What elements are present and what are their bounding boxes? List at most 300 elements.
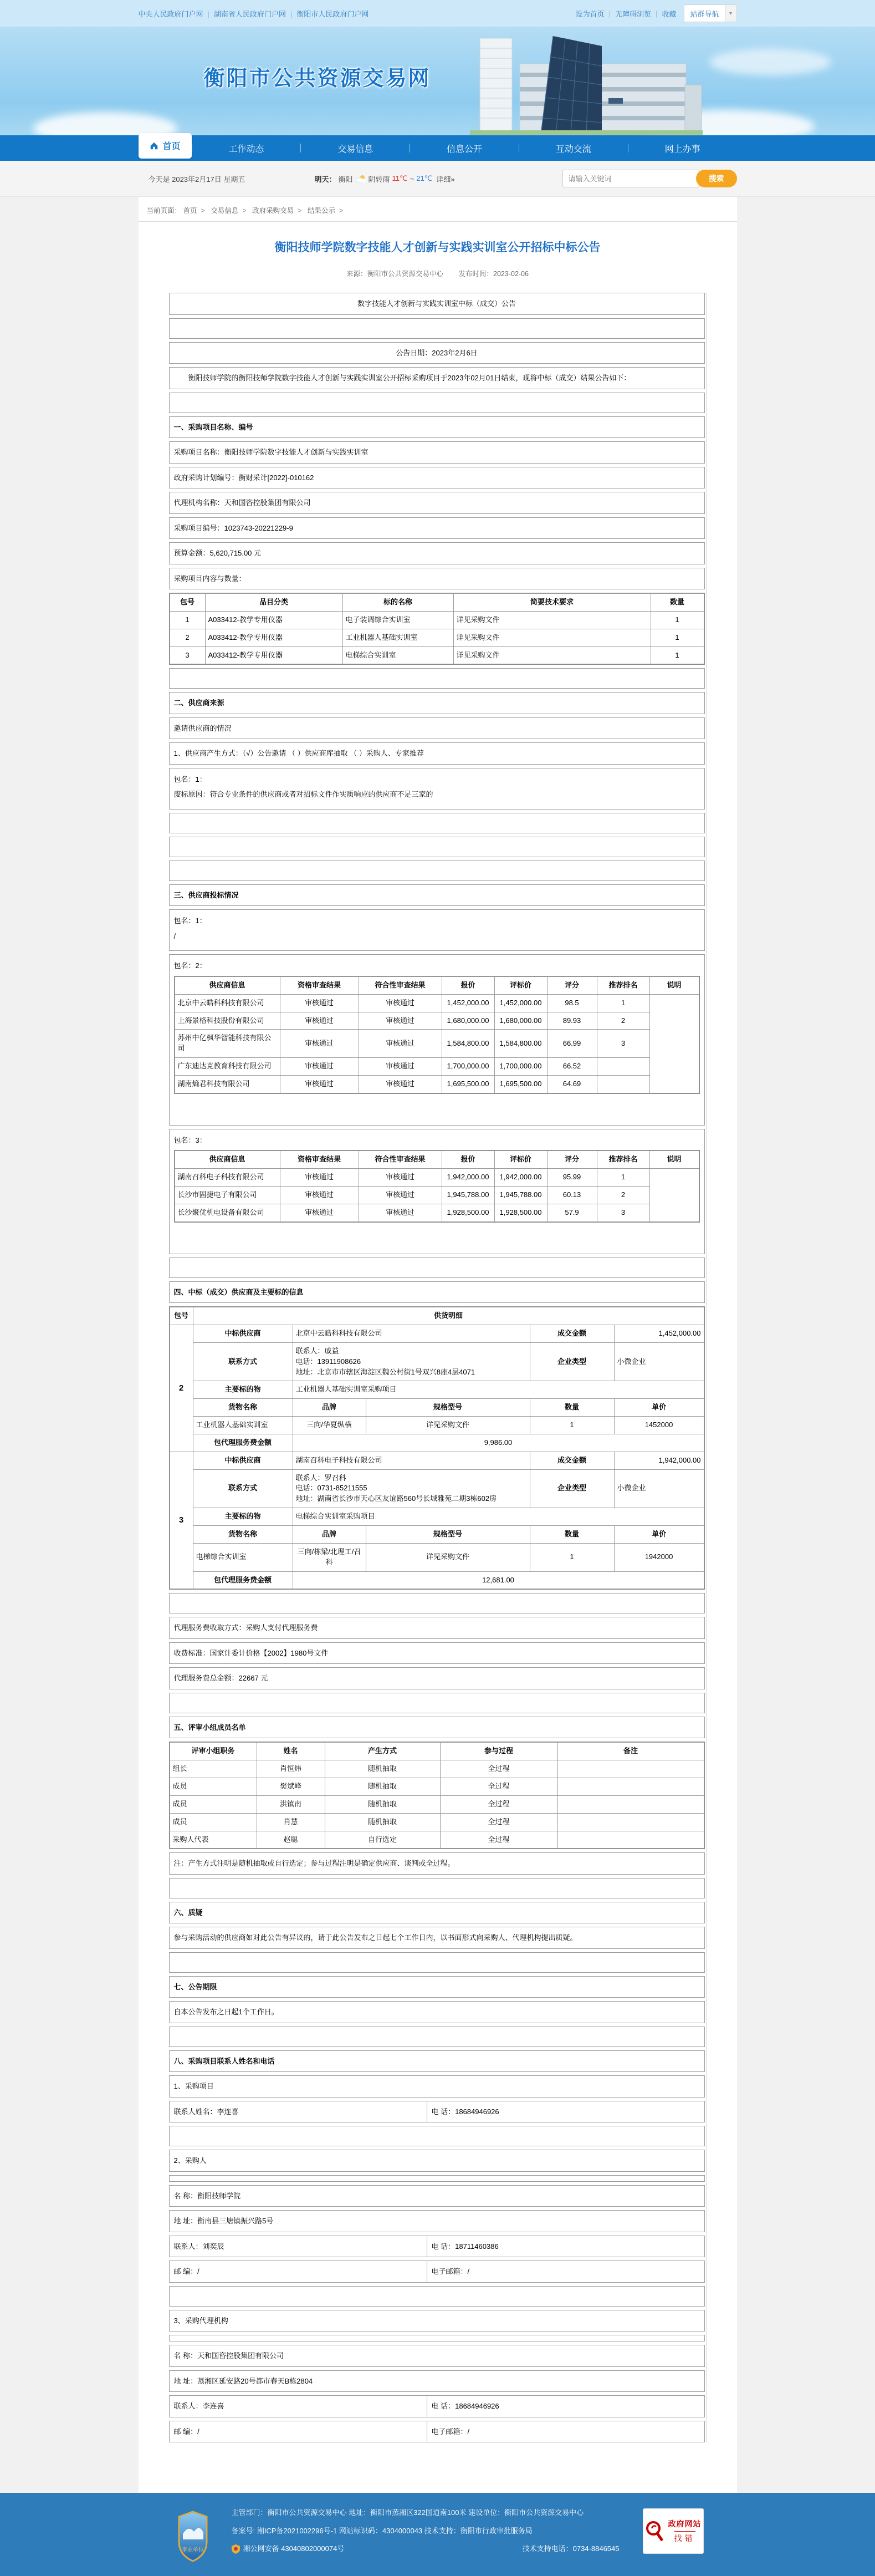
cell: 审核通过 [280, 1204, 359, 1221]
buyer-address: 地 址：衡南县三塘镇振兴路5号 [169, 2210, 705, 2232]
package-label: 包名：3： [173, 1136, 207, 1144]
table-row [170, 1342, 704, 1381]
review-committee-table [169, 1742, 705, 1849]
empty-row [169, 1258, 705, 1278]
cell: 随机抽取 [325, 1795, 440, 1813]
contact-phone: 电 话：18711460386 [431, 2242, 499, 2251]
main-content-area [0, 197, 875, 2493]
committee-note: 注：产生方式注明是随机抽取或自行选定；参与过程注明是确定供应商、谈判或全过程。 [169, 1852, 705, 1875]
table-row [175, 1030, 699, 1058]
topbar-links [139, 8, 369, 19]
cell: 全过程 [440, 1795, 557, 1813]
cell: 1,680,000.00 [442, 1012, 494, 1030]
cell: 1 [651, 629, 704, 646]
cell: 3 [597, 1204, 649, 1221]
cell: 1,928,500.00 [494, 1204, 547, 1221]
enterprise-type: 小微企业 [614, 1469, 704, 1508]
buyer-contact-row [169, 2236, 705, 2258]
contact-person: 联系人：戚益 [295, 1346, 339, 1355]
cell: 1 [597, 994, 649, 1012]
col-header: 评审小组职务 [170, 1743, 257, 1760]
weather-city: 衡阳 [338, 175, 353, 184]
col-header: 评分 [547, 976, 597, 994]
cell: 成员 [170, 1795, 257, 1813]
remark-cell [649, 1169, 699, 1222]
budget-amount: 预算金额：5,620,715.00 元 [169, 542, 705, 564]
fee-standard: 收费标准：国家计委计价格【2002】1980号文件 [169, 1642, 705, 1664]
cell [557, 1760, 704, 1778]
footer [0, 2493, 875, 2576]
section-8-heading: 八、采购项目联系人姓名和电话 [169, 2050, 705, 2073]
empty-row [169, 2027, 705, 2047]
zip-code: 邮 编：/ [170, 2261, 427, 2282]
cell: 审核通过 [280, 1075, 359, 1093]
col-header: 说明 [649, 1151, 699, 1169]
col-header: 规格型号 [366, 1399, 530, 1417]
package-label: 包名：1： [173, 775, 207, 783]
table-row [170, 1795, 704, 1813]
table-row [170, 629, 704, 646]
section-2-heading: 二、供应商来源 [169, 692, 705, 714]
announcement-title: 数字技能人才创新与实践实训室中标（成交）公告 [169, 293, 705, 315]
search-button[interactable]: 搜索 [696, 170, 737, 187]
package2-bid-box [169, 954, 705, 1125]
table-row [170, 611, 704, 629]
package-value: / [173, 931, 176, 940]
cell: 1,584,800.00 [442, 1030, 494, 1058]
empty-row [169, 837, 705, 857]
cell: 全过程 [440, 1778, 557, 1796]
col-header: 简要技术要求 [453, 594, 651, 612]
favorite-link[interactable]: 收藏 [662, 9, 677, 18]
winning-supplier: 湖南召科电子科技有限公司 [293, 1452, 530, 1469]
breadcrumb-gov-procurement[interactable]: 政府采购交易 [252, 207, 294, 215]
cell: 1,452,000.00 [442, 994, 494, 1012]
empty-row [169, 1952, 705, 1973]
sub1-heading: 1、采购项目 [169, 2075, 705, 2098]
col-header: 说明 [649, 976, 699, 994]
contact-phone: 电话：13911908626 [295, 1357, 361, 1366]
link-hunan-gov[interactable]: 湖南省人民政府门户网 [213, 9, 286, 18]
col-header: 评标价 [494, 1151, 547, 1169]
separator: > [298, 207, 302, 215]
cell: 1,928,500.00 [442, 1204, 494, 1221]
accessibility-link[interactable]: 无障碍浏览 [615, 9, 652, 18]
banner [0, 27, 875, 135]
goods-name: 电梯综合实训室 [193, 1543, 293, 1571]
chevron-down-icon[interactable]: ▼ [725, 5, 736, 22]
cell: 66.52 [547, 1058, 597, 1076]
breadcrumb-home[interactable]: 首页 [183, 207, 197, 215]
cell: 审核通过 [359, 1058, 442, 1076]
cell: 审核通过 [280, 1169, 359, 1187]
col-header: 评分 [547, 1151, 597, 1169]
label-cell: 包代理服务费金额 [193, 1434, 293, 1452]
cell: 3 [597, 1030, 649, 1058]
goods-spec: 详见采购文件 [366, 1417, 530, 1434]
find-error-label: 找错 [674, 2531, 695, 2544]
table-row [170, 1813, 704, 1831]
set-homepage-link[interactable]: 设为首页 [575, 9, 605, 18]
public-institution-badge [177, 2511, 208, 2564]
nav-item-home[interactable] [139, 133, 192, 159]
cell: 64.69 [547, 1075, 597, 1093]
section-3-heading: 三、供应商投标情况 [169, 884, 705, 907]
empty-row [169, 861, 705, 881]
cell: 1,695,500.00 [442, 1075, 494, 1093]
goods-brand: 三向/栋梁/北理工/召科 [293, 1543, 366, 1571]
col-header: 供应商信息 [175, 976, 280, 994]
cell: 1 [651, 646, 704, 664]
link-central-gov[interactable]: 中央人民政府门户网 [138, 9, 203, 18]
cell: 1,942,000.00 [442, 1169, 494, 1187]
col-header: 单价 [614, 1399, 704, 1417]
building-photo [470, 32, 703, 135]
zip-code: 邮 编：/ [170, 2421, 427, 2442]
empty-row [169, 668, 705, 689]
datebar [0, 161, 875, 197]
footer-line-1: 主管部门：衡阳市公共资源交易中心 地址：衡阳市蒸湘区322国道南100米 建设单位：衡阳市公共资源交易中心 [231, 2508, 584, 2517]
cell: 审核通过 [280, 994, 359, 1012]
winning-supplier: 北京中云皓科科技有限公司 [293, 1325, 530, 1343]
topbar [0, 0, 875, 27]
agency-name: 代理机构名称：天和国咨控股集团有限公司 [169, 492, 705, 514]
cell: 2 [597, 1186, 649, 1204]
label-cell: 联系方式 [193, 1469, 293, 1508]
empty-row [169, 2286, 705, 2307]
empty-row [169, 1878, 705, 1898]
col-header: 资格审查结果 [280, 976, 359, 994]
supplier-source-method: 1、供应商产生方式：（√）公告邀请 （ ）供应商库抽取 （ ）采购人、专家推荐 [169, 742, 705, 765]
label-cell: 企业类型 [530, 1342, 614, 1381]
col-header: 供应商信息 [175, 1151, 280, 1169]
col-header: 规格型号 [366, 1525, 530, 1543]
contact-address: 地址：湖南省长沙市天心区友谊路560号长城雅苑二期3栋602房 [295, 1494, 497, 1503]
main-subject: 电梯综合实训室采购项目 [293, 1508, 704, 1526]
cell: 审核通过 [280, 1058, 359, 1076]
nav-item-trade-info[interactable]: 交易信息 [337, 144, 373, 154]
sub2-heading: 2、采购人 [169, 2150, 705, 2172]
col-header: 品牌 [293, 1525, 366, 1543]
objection-body: 参与采购活动的供应商如对此公告有异议的，请于此公告发布之日起七个工作日内，以书面形式向采购人、代理机构提出质疑。 [169, 1927, 705, 1949]
link-hengyang-gov[interactable]: 衡阳市人民政府门户网 [296, 9, 369, 18]
cell: 工业机器人基础实训室 [342, 629, 453, 646]
col-header: 数量 [651, 594, 704, 612]
cell: 成员 [170, 1778, 257, 1796]
table-row [170, 1778, 704, 1796]
agent-zip-email-row [169, 2421, 705, 2443]
cell: 95.99 [547, 1169, 597, 1187]
goods-name: 工业机器人基础实训室 [193, 1417, 293, 1434]
cell: 肖慧 [257, 1813, 325, 1831]
cell: 湖南熵君科技有限公司 [175, 1075, 280, 1093]
empty-row [169, 318, 705, 339]
nav-item-online-service[interactable]: 网上办事 [664, 144, 700, 154]
today-date: 今天是 2023年2月17日 星期五 [148, 175, 245, 184]
table-row [175, 1058, 699, 1076]
cell: 1,945,788.00 [494, 1186, 547, 1204]
cell: 1 [597, 1169, 649, 1187]
cell: 组长 [170, 1760, 257, 1778]
section-4-heading: 四、中标（成交）供应商及主要标的信息 [169, 1281, 705, 1304]
notice-period-body: 自本公告发布之日起1个工作日。 [169, 2001, 705, 2023]
cell: 1,945,788.00 [442, 1186, 494, 1204]
cell: 1,700,000.00 [494, 1058, 547, 1076]
site-group-nav-button[interactable] [684, 4, 736, 22]
cell [597, 1058, 649, 1076]
blank-space [174, 1097, 700, 1121]
col-header: 品牌 [293, 1399, 366, 1417]
cell: 1,584,800.00 [494, 1030, 547, 1058]
project-contact-row [169, 2101, 705, 2123]
table-row [170, 1417, 704, 1434]
nav-item-interaction[interactable]: 互动交流 [555, 144, 591, 154]
cell: 洪镇南 [257, 1795, 325, 1813]
cell: 详见采购文件 [453, 646, 651, 664]
contact-name: 联系人：李连喜 [170, 2396, 427, 2417]
cell: 89.93 [547, 1012, 597, 1030]
fee-total: 代理服务费总金额：22667 元 [169, 1667, 705, 1689]
award-table [169, 1306, 705, 1590]
empty-row [169, 1593, 705, 1613]
col-header: 符合性审查结果 [359, 976, 442, 994]
nav-item-home-label: 首页 [162, 142, 181, 151]
section-7-heading: 七、公告期限 [169, 1976, 705, 1998]
contact-person: 联系人：罗召科 [295, 1473, 346, 1482]
contact-name: 联系人姓名：李连喜 [170, 2101, 427, 2122]
cell: 电梯综合实训室 [342, 646, 453, 664]
cell: 详见采购文件 [453, 629, 651, 646]
package-number: 3 [170, 1452, 193, 1589]
label-cell: 主要标的物 [193, 1508, 293, 1526]
cell: 采购人代表 [170, 1831, 257, 1849]
breadcrumb-trade-info[interactable]: 交易信息 [211, 207, 239, 215]
gov-site-error-report-badge[interactable] [643, 2508, 704, 2554]
col-header: 品目分类 [205, 594, 342, 612]
cell: 1 [170, 611, 205, 629]
award-amount: 1,452,000.00 [614, 1325, 704, 1343]
package3-bid-box [169, 1129, 705, 1254]
col-header: 备注 [557, 1743, 704, 1760]
announcement-intro: 衡阳技师学院的衡阳技师学院数字技能人才创新与实践实训室公开招标采购项目于2023年02月01日结束，现将中标（成交）结果公告如下： [169, 367, 705, 389]
goods-price: 1452000 [614, 1417, 704, 1434]
contact-info [293, 1469, 530, 1508]
col-header: 标的名称 [342, 594, 453, 612]
breadcrumb-result-notice[interactable]: 结果公示 [307, 207, 335, 215]
col-header: 报价 [442, 976, 494, 994]
package1-fail-reason-box [169, 768, 705, 810]
cell: 审核通过 [359, 1030, 442, 1058]
col-header: 符合性审查结果 [359, 1151, 442, 1169]
package1-bid-box [169, 909, 705, 951]
table-row [170, 1452, 704, 1469]
fee-collection-method: 代理服务费收取方式：采购人支付代理服务费 [169, 1617, 705, 1639]
section-6-heading: 六、质疑 [169, 1902, 705, 1924]
label-cell: 成交金额 [530, 1325, 614, 1343]
article-source: 来源：衡阳市公共资源交易中心 [346, 270, 444, 278]
separator: | [656, 9, 658, 18]
police-badge-icon [232, 2544, 240, 2554]
search-bar [562, 170, 737, 187]
main-nav [0, 135, 875, 161]
announcement-document [169, 293, 707, 2442]
table-row [170, 646, 704, 664]
table-row [170, 1434, 704, 1452]
label-cell: 中标供应商 [193, 1325, 293, 1343]
col-header: 单价 [614, 1525, 704, 1543]
table-row [170, 1571, 704, 1589]
package3-bid-table [175, 1150, 699, 1221]
cell: 审核通过 [359, 994, 442, 1012]
agency-fee: 9,986.00 [293, 1434, 704, 1452]
cell: 长沙市固捷电子有限公司 [175, 1186, 280, 1204]
cell: 随机抽取 [325, 1813, 440, 1831]
cell: 1 [651, 611, 704, 629]
cell: 57.9 [547, 1204, 597, 1221]
breadcrumb [139, 197, 737, 222]
col-header: 资格审查结果 [280, 1151, 359, 1169]
table-row [170, 1760, 704, 1778]
cell [557, 1813, 704, 1831]
table-row [175, 1012, 699, 1030]
cell: 全过程 [440, 1831, 557, 1849]
sub3-heading: 3、采购代理机构 [169, 2310, 705, 2332]
site-group-nav-label: 站群导航 [690, 9, 719, 18]
goods-price: 1942000 [614, 1543, 704, 1571]
label-cell: 包代理服务费金额 [193, 1571, 293, 1589]
table-row [175, 1186, 699, 1204]
temp-tilde: ~ [410, 174, 415, 183]
cell: 赵聪 [257, 1831, 325, 1849]
col-header: 货物名称 [193, 1525, 293, 1543]
cell [597, 1075, 649, 1093]
col-header: 推荐排名 [597, 1151, 649, 1169]
police-record-link[interactable] [232, 2543, 345, 2554]
article-publish-time: 发布时间：2023-02-06 [458, 270, 529, 278]
site-title: 衡阳市公共资源交易网 [203, 67, 431, 90]
cell: 肖恒炜 [257, 1760, 325, 1778]
search-input[interactable] [562, 170, 699, 187]
cell: 2 [597, 1012, 649, 1030]
col-header: 供货明细 [193, 1307, 704, 1325]
plan-number: 政府采购计划编号：衡财采计[2022]-010162 [169, 467, 705, 489]
separator: | [290, 9, 293, 18]
nav-item-work-news[interactable]: 工作动态 [228, 144, 264, 154]
package-number: 2 [170, 1325, 193, 1452]
cell: 审核通过 [359, 1012, 442, 1030]
empty-row [169, 813, 705, 833]
magnifier-icon [645, 2520, 664, 2542]
col-header: 包号 [170, 594, 205, 612]
agent-name: 名 称：天和国咨控股集团有限公司 [169, 2345, 705, 2367]
thin-empty-row [169, 2175, 705, 2182]
project-name: 采购项目名称：衡阳技师学院数字技能人才创新与实践实训室 [169, 441, 705, 464]
cell: 全过程 [440, 1760, 557, 1778]
cell: 98.5 [547, 994, 597, 1012]
contact-phone: 电 话：18684946926 [431, 2107, 499, 2116]
cell: 审核通过 [280, 1186, 359, 1204]
table-row [170, 1543, 704, 1571]
cell: 1,942,000.00 [494, 1169, 547, 1187]
cell [557, 1831, 704, 1849]
cell: 2 [170, 629, 205, 646]
separator: > [242, 207, 247, 215]
cell: 60.13 [547, 1186, 597, 1204]
goods-brand: 三向/华夏纵横 [293, 1417, 366, 1434]
agent-address: 地 址：蒸湘区延安路20号都市春天B栋2804 [169, 2370, 705, 2392]
cell: 成员 [170, 1813, 257, 1831]
contact-phone: 电话：0731-85211555 [295, 1484, 367, 1493]
label-cell: 中标供应商 [193, 1452, 293, 1469]
temp-low: 11℃ [392, 174, 408, 182]
cell: 苏州中亿枫华智能科技有限公司 [175, 1030, 280, 1058]
table-row [175, 1075, 699, 1093]
cell: 湖南召科电子科技有限公司 [175, 1169, 280, 1187]
cell: 广东迪达克教育科技有限公司 [175, 1058, 280, 1076]
col-header: 推荐排名 [597, 976, 649, 994]
email: 电子邮箱：/ [431, 2427, 470, 2436]
public-institution-label: 事业单位 [181, 2547, 204, 2554]
cell: A033412-教学专用仪器 [205, 646, 342, 664]
col-header: 产生方式 [325, 1743, 440, 1760]
cell: 1,452,000.00 [494, 994, 547, 1012]
table-row [175, 1169, 699, 1187]
cell: 上海景格科技股份有限公司 [175, 1012, 280, 1030]
cell: 随机抽取 [325, 1778, 440, 1796]
cell: 全过程 [440, 1813, 557, 1831]
label-cell: 主要标的物 [193, 1381, 293, 1399]
empty-row [169, 1693, 705, 1713]
main-subject: 工业机器人基础实训室采购项目 [293, 1381, 704, 1399]
col-header: 报价 [442, 1151, 494, 1169]
cell: 樊斌峰 [257, 1778, 325, 1796]
cell: 北京中云皓科科技有限公司 [175, 994, 280, 1012]
email: 电子邮箱：/ [431, 2267, 470, 2276]
package2-bid-table [175, 976, 699, 1093]
fail-reason: 废标原因：符合专业条件的供应商或者对招标文件作实质响应的供应商不足三家的 [173, 790, 433, 799]
agent-contact-row [169, 2395, 705, 2417]
col-header: 包号 [170, 1307, 193, 1325]
cell: 审核通过 [359, 1169, 442, 1187]
weather-detail-link[interactable]: 详细» [436, 175, 455, 184]
cell: 审核通过 [359, 1186, 442, 1204]
nav-item-info-disclosure[interactable]: 信息公开 [446, 144, 482, 154]
cell: 自行选定 [325, 1831, 440, 1849]
table-row [175, 1204, 699, 1221]
weather-info [315, 174, 455, 184]
table-row [170, 1831, 704, 1849]
label-cell: 成交金额 [530, 1452, 614, 1469]
cell [557, 1795, 704, 1813]
cell [557, 1778, 704, 1796]
remark-cell [649, 994, 699, 1093]
award-amount: 1,942,000.00 [614, 1452, 704, 1469]
blank-space [174, 1226, 700, 1249]
table-row [170, 1469, 704, 1508]
cell: 审核通过 [280, 1012, 359, 1030]
support-phone: 技术支持电话：0734-8846545 [522, 2544, 620, 2553]
section-5-heading: 五、评审小组成员名单 [169, 1717, 705, 1739]
invite-supplier-label: 邀请供应商的情况 [169, 717, 705, 740]
cell: 审核通过 [359, 1075, 442, 1093]
empty-row [169, 393, 705, 413]
cell: A033412-教学专用仪器 [205, 611, 342, 629]
content-quantity-label: 采购项目内容与数量： [169, 568, 705, 590]
cell: 详见采购文件 [453, 611, 651, 629]
empty-row [169, 2126, 705, 2146]
cell: 1,695,500.00 [494, 1075, 547, 1093]
package-label: 包名：2： [173, 961, 207, 970]
